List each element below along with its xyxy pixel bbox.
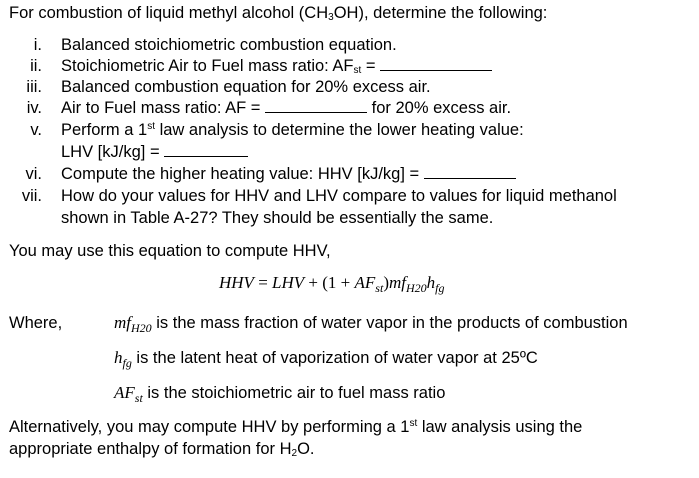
hhv-equation: HHV = LHV + $(1 + AF_{st})mf_{H20}h_{fg}$ — [219, 273, 445, 295]
item-number: v. — [30, 121, 42, 139]
item-text: Balanced combustion equation for 20% excess air. — [61, 78, 431, 96]
item-number: vi. — [25, 165, 42, 183]
symbol-mf: $mf_{H20}$ — [114, 313, 152, 335]
item-number: vii. — [21, 187, 42, 205]
intro-text: For combustion of liquid methyl alcohol $(CH_3OH)$, determine the following: — [9, 4, 548, 23]
item-text: Stoichiometric Air to Fuel mass ratio: $AF_{st}$ = — [61, 56, 492, 76]
item-number: iv. — [26, 99, 42, 117]
item-text: Air to Fuel mass ratio: AF = for 20% excess air. — [61, 99, 512, 117]
item-text: How do your values for HHV and LHV compare to values for liquid methanol — [61, 187, 617, 205]
item-text-continued: LHV [kJ/kg] = — [61, 142, 248, 162]
item-text-continued: shown in Table A-27? They should be essentially the same. — [61, 209, 494, 227]
answer-blank — [424, 164, 516, 179]
answer-blank — [164, 142, 248, 157]
definition-mass-fraction: $mf_{H20}$ is the mass fraction of water vapor in the products of combustion — [114, 313, 628, 335]
alternative-text-continued: appropriate enthalpy of formation for $H_2O$. — [9, 440, 315, 459]
definition-latent-heat: $h_{fg}$ is the latent heat of vaporization of water vapor at 25ºC — [114, 348, 538, 370]
item-text: Compute the higher heating value: HHV [kJ/kg] = — [61, 164, 516, 184]
answer-blank — [265, 98, 367, 113]
item-number: iii. — [26, 78, 42, 96]
item-text: Balanced stoichiometric combustion equation. — [61, 36, 397, 54]
equation-intro: You may use this equation to compute HHV, — [9, 242, 331, 260]
item-text: Perform a 1st law analysis to determine the lower heating value: — [61, 121, 524, 139]
symbol-afst: $AF_{st}$ — [114, 383, 143, 405]
definition-air-fuel-ratio: $AF_{st}$ is the stoichiometric air to fuel mass ratio — [114, 383, 446, 405]
where-label: Where, — [9, 314, 63, 332]
symbol-hfg: $h_{fg}$ — [114, 348, 132, 370]
answer-blank — [380, 56, 492, 71]
alternative-text: Alternatively, you may compute HHV by performing a 1st law analysis using the — [9, 418, 583, 436]
item-number: ii. — [30, 57, 42, 75]
item-number: i. — [33, 36, 42, 54]
